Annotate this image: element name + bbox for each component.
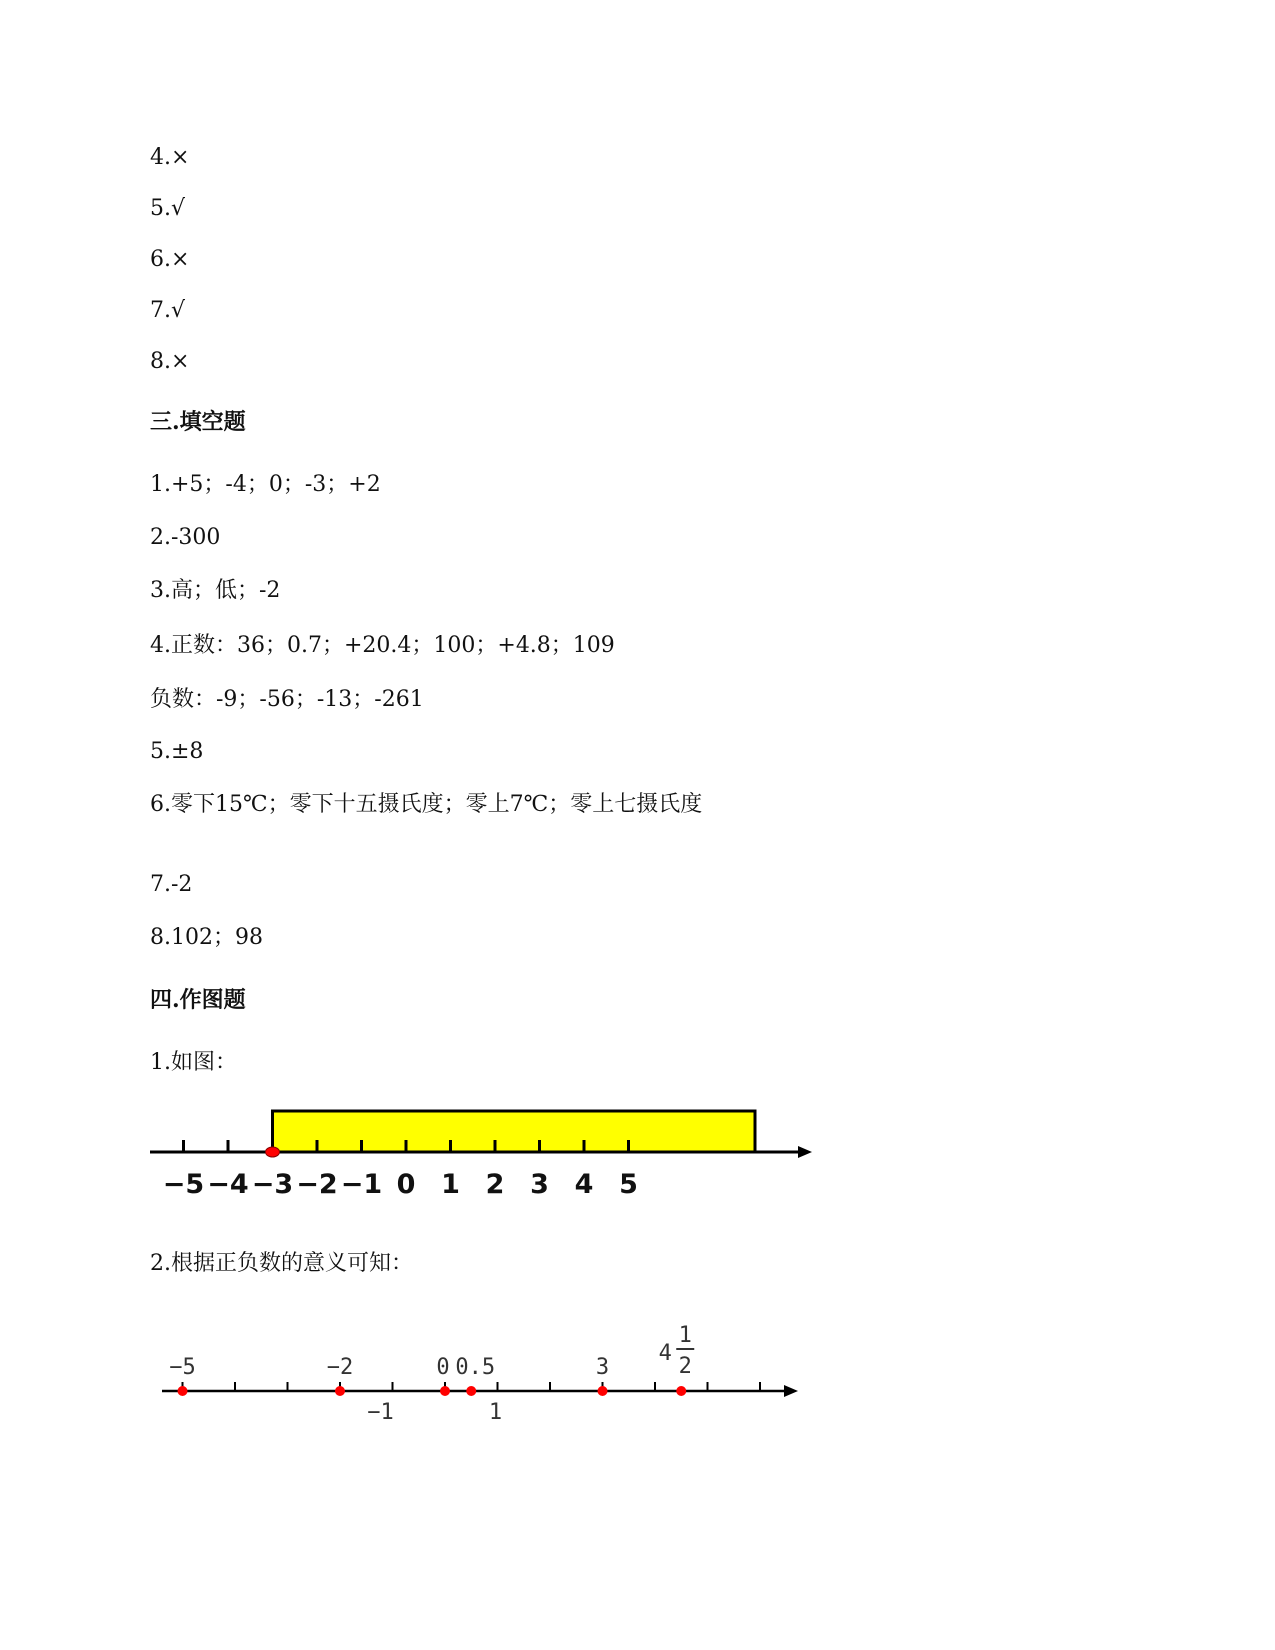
point-label: −2: [326, 1355, 354, 1380]
mixed-number-numerator: 1: [678, 1323, 692, 1348]
tick-label: −5: [162, 1169, 205, 1200]
tick-label: 3: [530, 1169, 549, 1200]
marked-point: [178, 1386, 188, 1396]
answer-line: 5.√: [150, 196, 186, 221]
tick-label: 5: [619, 1169, 638, 1200]
point-label: 0: [436, 1355, 450, 1380]
marked-point: [466, 1386, 476, 1396]
point-label: 0.5: [455, 1355, 496, 1380]
tick-label: −2: [296, 1169, 338, 1200]
tick-label: 4: [574, 1169, 594, 1200]
answer-line: 5.±8: [150, 739, 204, 764]
tick-label: 0: [396, 1169, 416, 1200]
answer-line: 8.×: [150, 349, 190, 374]
marked-point: [676, 1386, 686, 1396]
axis-arrow: [798, 1146, 812, 1158]
marked-point: [335, 1386, 345, 1396]
answer-line: 负数：-9；-56；-13；-261: [150, 687, 424, 712]
section-title-fill: 三.填空题: [150, 409, 246, 435]
answer-line: 2.-300: [150, 525, 221, 550]
axis-label-below: 1: [488, 1400, 503, 1425]
point-label: −5: [169, 1355, 196, 1380]
point-label: 3: [595, 1355, 610, 1380]
axis-label-below: −1: [367, 1400, 394, 1425]
answer-line: 6.×: [150, 247, 190, 272]
marked-point: [598, 1386, 608, 1396]
tick-label: −4: [207, 1169, 249, 1200]
answer-line: 3.高；低；-2: [150, 578, 281, 603]
tick-label: −3: [251, 1169, 294, 1200]
highlight-region: [273, 1111, 756, 1152]
answer-line: 7.-2: [150, 872, 193, 897]
answer-line: 4.×: [150, 145, 190, 170]
marked-point: [440, 1386, 450, 1396]
tick-label: 1: [441, 1169, 460, 1200]
tick-label: 2: [485, 1169, 505, 1200]
question-label-1: 1.如图：: [150, 1050, 237, 1075]
answer-line: 1.+5；-4；0；-3；+2: [150, 472, 381, 497]
tick-label: −1: [340, 1169, 383, 1200]
answer-line: 7.√: [150, 298, 186, 323]
answer-line: 4.正数：36；0.7；+20.4；100；+4.8；109: [150, 633, 615, 658]
start-point: [266, 1147, 280, 1157]
mixed-number-denominator: 2: [678, 1354, 692, 1379]
section-title-draw: 四.作图题: [150, 987, 246, 1013]
question-label-2: 2.根据正负数的意义可知：: [150, 1251, 413, 1276]
answer-line: 8.102；98: [150, 925, 263, 950]
answer-line: 6.零下15℃；零下十五摄氏度；零上7℃；零上七摄氏度: [150, 792, 703, 817]
axis-arrow: [784, 1385, 798, 1397]
mixed-number-whole: 4: [658, 1341, 672, 1366]
